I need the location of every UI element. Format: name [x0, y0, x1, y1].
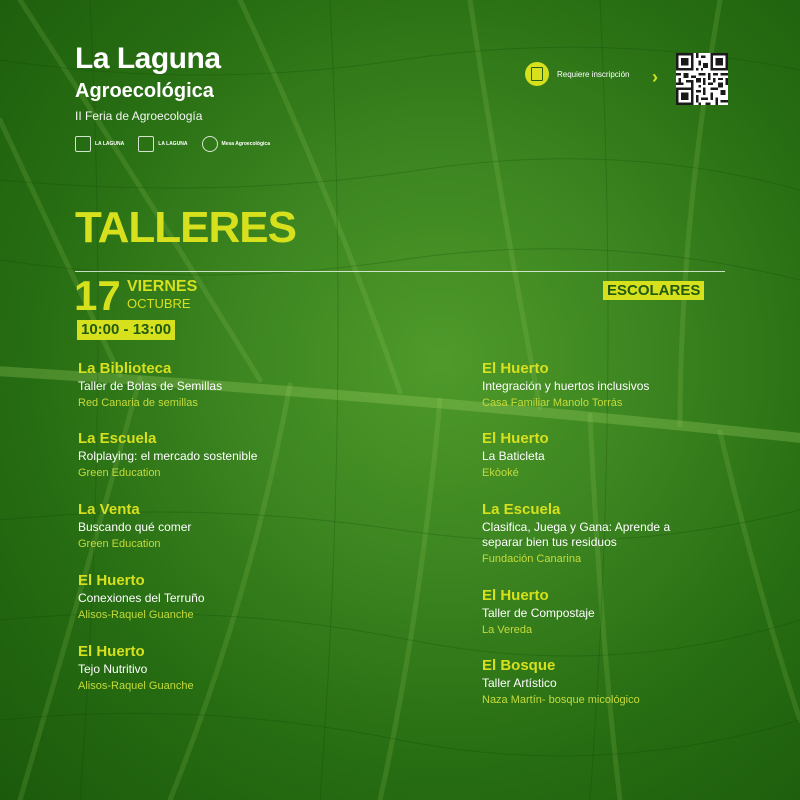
registration-note — [525, 62, 629, 86]
workshop-org: Green Education — [78, 538, 161, 550]
calendar-icon — [525, 62, 549, 86]
workshop-org: Naza Martín- bosque micológico — [482, 694, 640, 706]
workshop-item — [78, 360, 222, 410]
workshop-item — [78, 501, 191, 551]
date-month: OCTUBRE — [127, 296, 191, 311]
workshop-name: Rolplaying: el mercado sostenible — [78, 449, 258, 463]
title-line1: La Laguna — [75, 42, 221, 75]
section-title: TALLERES — [75, 203, 296, 252]
title-line2: Agroecológica — [75, 80, 214, 102]
logo-text-3: Mesa Agroecológica — [221, 141, 270, 147]
workshop-place: El Huerto — [482, 360, 549, 377]
workshop-item — [482, 430, 549, 480]
workshop-org: Alisos-Raquel Guanche — [78, 680, 194, 692]
date-weekday: VIERNES — [127, 278, 198, 295]
workshop-name: Integración y huertos inclusivos — [482, 379, 650, 393]
workshop-org: Green Education — [78, 467, 161, 479]
workshop-org: Ekòoké — [482, 467, 519, 479]
workshop-name: Tejo Nutritivo — [78, 662, 148, 676]
workshop-place: El Huerto — [482, 587, 549, 604]
workshop-name: Clasifica, Juega y Gana: Aprende a separar bien tus residuos — [482, 520, 671, 549]
shield-icon — [75, 136, 91, 152]
workshop-place: La Venta — [78, 501, 140, 518]
chevron-right-icon: › — [652, 67, 658, 87]
workshop-item — [78, 643, 194, 693]
header — [75, 42, 221, 126]
workshop-org: Red Canaria de semillas — [78, 397, 198, 409]
sponsor-logos — [75, 136, 270, 152]
la-laguna-logo — [138, 136, 187, 152]
mesa-agroecologica-logo — [202, 136, 270, 152]
workshop-name: Taller de Bolas de Semillas — [78, 379, 223, 393]
logo-text-2: LA LAGUNA — [158, 141, 188, 147]
ayuntamiento-logo — [75, 136, 124, 152]
workshop-place: La Escuela — [482, 501, 561, 518]
workshop-name: Buscando qué comer — [78, 520, 192, 534]
audience-badge: ESCOLARES — [603, 281, 704, 300]
qr-code[interactable] — [676, 53, 728, 105]
workshop-org: Fundación Canarina — [482, 553, 582, 565]
workshop-name: Conexiones del Terruño — [78, 591, 205, 605]
workshop-place: El Huerto — [78, 643, 145, 660]
divider — [75, 271, 725, 272]
workshop-item — [78, 430, 257, 480]
workshop-item — [482, 587, 595, 637]
time-range-badge: 10:00 - 13:00 — [77, 320, 175, 340]
workshop-place: El Huerto — [482, 430, 549, 447]
workshop-org: La Vereda — [482, 624, 533, 636]
building-icon — [138, 136, 154, 152]
logo-text-1: LA LAGUNA — [95, 141, 125, 147]
workshop-item — [482, 360, 649, 410]
workshop-name: Taller Artístico — [482, 676, 557, 690]
workshop-place: El Bosque — [482, 657, 556, 674]
workshop-org: Alisos-Raquel Guanche — [78, 609, 194, 621]
date-day: 17 — [74, 272, 121, 319]
workshop-item — [482, 657, 640, 707]
workshop-name: Taller de Compostaje — [482, 606, 595, 620]
subtitle: II Feria de Agroecología — [75, 109, 203, 123]
workshop-name: La Baticleta — [482, 449, 545, 463]
workshop-item — [78, 572, 205, 622]
registration-label: Requiere inscripción — [557, 69, 630, 79]
workshop-place: La Escuela — [78, 430, 157, 447]
workshop-place: La Biblioteca — [78, 360, 172, 377]
workshop-item — [482, 501, 712, 566]
workshop-place: El Huerto — [78, 572, 145, 589]
sprout-icon — [202, 136, 218, 152]
workshop-org: Casa Familiar Manolo Torrás — [482, 397, 623, 409]
